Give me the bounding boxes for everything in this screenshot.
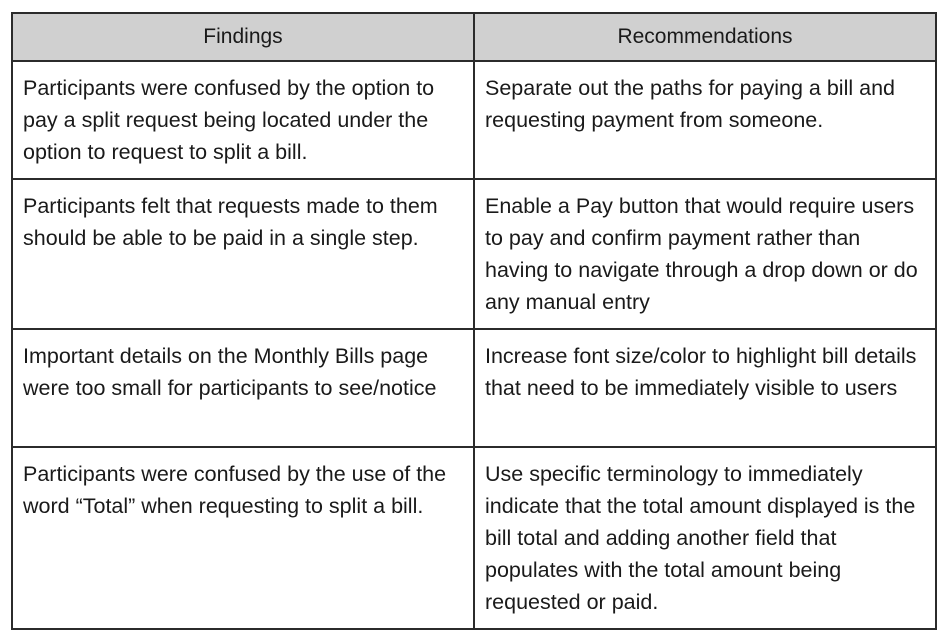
recommendation-cell: Use specific terminology to immediately indicate that the total amount displayed is the bill total and adding another field that populates with the total amount being requested or paid. [474, 447, 936, 629]
table-row [12, 329, 936, 447]
column-header-recommendations: Recommendations [474, 13, 936, 61]
finding-cell: Participants were confused by the use of the word “Total” when requesting to split a bill. [12, 447, 474, 629]
table-row [12, 61, 936, 179]
finding-cell: Important details on the Monthly Bills page were too small for participants to see/notice [12, 329, 474, 447]
findings-table-container [11, 12, 935, 630]
table-header-row [12, 13, 936, 61]
recommendation-cell: Enable a Pay button that would require users to pay and confirm payment rather than having to navigate through a drop down or do any manual entry [474, 179, 936, 329]
finding-cell: Participants felt that requests made to them should be able to be paid in a single step. [12, 179, 474, 329]
findings-recommendations-table [11, 12, 937, 630]
recommendation-cell: Separate out the paths for paying a bill and requesting payment from someone. [474, 61, 936, 179]
table-row [12, 179, 936, 329]
finding-cell: Participants were confused by the option to pay a split request being located under the option to request to split a bill. [12, 61, 474, 179]
recommendation-cell: Increase font size/color to highlight bill details that need to be immediately visible to users [474, 329, 936, 447]
column-header-findings: Findings [12, 13, 474, 61]
table-row [12, 447, 936, 629]
